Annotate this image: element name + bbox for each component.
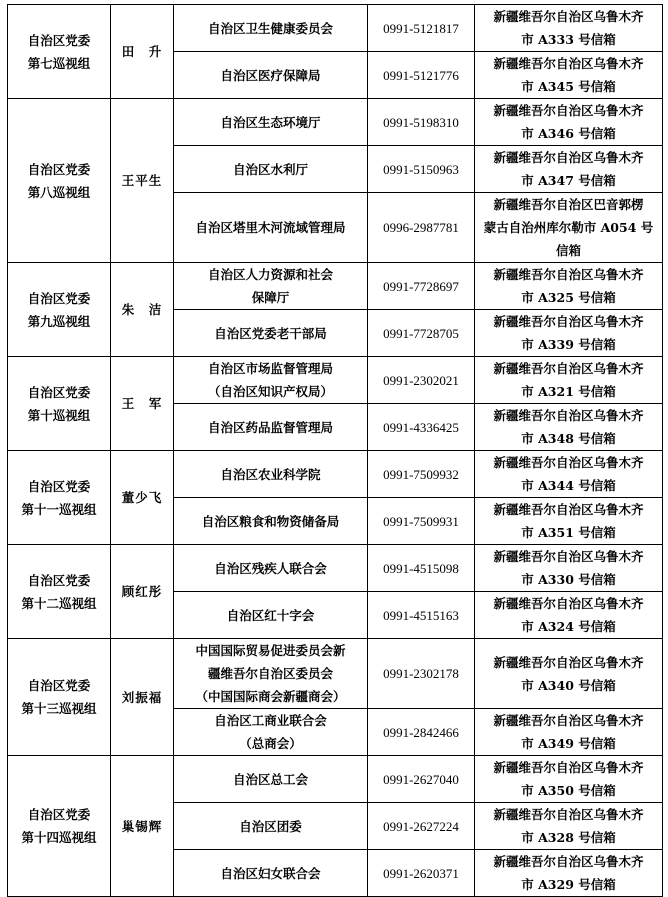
inspection-group-name: 自治区党委 第十四巡视组 bbox=[8, 756, 111, 897]
table-row bbox=[8, 263, 663, 310]
table-row bbox=[8, 639, 663, 709]
table-row bbox=[8, 545, 663, 592]
mailbox-address: 新疆维吾尔自治区乌鲁木齐 市 A339 号信箱 bbox=[475, 310, 663, 357]
group-leader-name: 顾红彤 bbox=[111, 545, 174, 639]
table-row bbox=[8, 756, 663, 803]
inspected-unit: 自治区党委老干部局 bbox=[174, 310, 368, 357]
inspected-unit: 自治区工商业联合会 （总商会） bbox=[174, 709, 368, 756]
group-leader-name: 王平生 bbox=[111, 99, 174, 263]
inspected-unit: 自治区总工会 bbox=[174, 756, 368, 803]
contact-phone: 0991-7728697 bbox=[368, 263, 475, 310]
mailbox-address: 新疆维吾尔自治区乌鲁木齐 市 A324 号信箱 bbox=[475, 592, 663, 639]
inspection-group-name: 自治区党委 第十巡视组 bbox=[8, 357, 111, 451]
group-leader-name: 刘振福 bbox=[111, 639, 174, 756]
table-row bbox=[8, 99, 663, 146]
mailbox-address: 新疆维吾尔自治区乌鲁木齐 市 A344 号信箱 bbox=[475, 451, 663, 498]
group-leader-name: 巢锡辉 bbox=[111, 756, 174, 897]
group-leader-name: 田 升 bbox=[111, 5, 174, 99]
contact-phone: 0991-4515098 bbox=[368, 545, 475, 592]
table-row bbox=[8, 5, 663, 52]
mailbox-address: 新疆维吾尔自治区乌鲁木齐 市 A351 号信箱 bbox=[475, 498, 663, 545]
inspection-group-name: 自治区党委 第八巡视组 bbox=[8, 99, 111, 263]
inspected-unit: 自治区药品监督管理局 bbox=[174, 404, 368, 451]
mailbox-address: 新疆维吾尔自治区乌鲁木齐 市 A328 号信箱 bbox=[475, 803, 663, 850]
table-row bbox=[8, 451, 663, 498]
contact-phone: 0991-2302021 bbox=[368, 357, 475, 404]
contact-phone: 0996-2987781 bbox=[368, 193, 475, 263]
contact-phone: 0991-5150963 bbox=[368, 146, 475, 193]
mailbox-address: 新疆维吾尔自治区乌鲁木齐 市 A333 号信箱 bbox=[475, 5, 663, 52]
inspected-unit: 自治区水利厅 bbox=[174, 146, 368, 193]
mailbox-address: 新疆维吾尔自治区乌鲁木齐 市 A346 号信箱 bbox=[475, 99, 663, 146]
inspected-unit: 自治区团委 bbox=[174, 803, 368, 850]
mailbox-address: 新疆维吾尔自治区乌鲁木齐 市 A321 号信箱 bbox=[475, 357, 663, 404]
contact-phone: 0991-4515163 bbox=[368, 592, 475, 639]
inspected-unit: 自治区生态环境厅 bbox=[174, 99, 368, 146]
contact-phone: 0991-2302178 bbox=[368, 639, 475, 709]
contact-phone: 0991-5121776 bbox=[368, 52, 475, 99]
mailbox-address: 新疆维吾尔自治区乌鲁木齐 市 A325 号信箱 bbox=[475, 263, 663, 310]
inspection-group-name: 自治区党委 第十三巡视组 bbox=[8, 639, 111, 756]
table-body bbox=[8, 5, 663, 897]
inspected-unit: 自治区农业科学院 bbox=[174, 451, 368, 498]
contact-phone: 0991-2627224 bbox=[368, 803, 475, 850]
group-leader-name: 董少飞 bbox=[111, 451, 174, 545]
inspection-group-name: 自治区党委 第七巡视组 bbox=[8, 5, 111, 99]
contact-phone: 0991-7509931 bbox=[368, 498, 475, 545]
inspected-unit: 自治区医疗保障局 bbox=[174, 52, 368, 99]
inspected-unit: 自治区市场监督管理局 （自治区知识产权局） bbox=[174, 357, 368, 404]
table-row bbox=[8, 357, 663, 404]
inspection-group-name: 自治区党委 第九巡视组 bbox=[8, 263, 111, 357]
mailbox-address: 新疆维吾尔自治区乌鲁木齐 市 A350 号信箱 bbox=[475, 756, 663, 803]
contact-phone: 0991-2842466 bbox=[368, 709, 475, 756]
inspected-unit: 自治区红十字会 bbox=[174, 592, 368, 639]
contact-phone: 0991-7509932 bbox=[368, 451, 475, 498]
group-leader-name: 王 军 bbox=[111, 357, 174, 451]
inspection-group-name: 自治区党委 第十二巡视组 bbox=[8, 545, 111, 639]
contact-phone: 0991-5121817 bbox=[368, 5, 475, 52]
group-leader-name: 朱 洁 bbox=[111, 263, 174, 357]
mailbox-address: 新疆维吾尔自治区乌鲁木齐 市 A329 号信箱 bbox=[475, 850, 663, 897]
contact-phone: 0991-2620371 bbox=[368, 850, 475, 897]
contact-phone: 0991-2627040 bbox=[368, 756, 475, 803]
inspected-unit: 中国国际贸易促进委员会新 疆维吾尔自治区委员会 （中国国际商会新疆商会） bbox=[174, 639, 368, 709]
contact-phone: 0991-7728705 bbox=[368, 310, 475, 357]
mailbox-address: 新疆维吾尔自治区乌鲁木齐 市 A340 号信箱 bbox=[475, 639, 663, 709]
inspected-unit: 自治区妇女联合会 bbox=[174, 850, 368, 897]
mailbox-address: 新疆维吾尔自治区巴音郭楞 蒙古自治州库尔勒市 A054 号 信箱 bbox=[475, 193, 663, 263]
mailbox-address: 新疆维吾尔自治区乌鲁木齐 市 A347 号信箱 bbox=[475, 146, 663, 193]
contact-phone: 0991-5198310 bbox=[368, 99, 475, 146]
mailbox-address: 新疆维吾尔自治区乌鲁木齐 市 A345 号信箱 bbox=[475, 52, 663, 99]
inspected-unit: 自治区残疾人联合会 bbox=[174, 545, 368, 592]
inspected-unit: 自治区人力资源和社会 保障厅 bbox=[174, 263, 368, 310]
inspected-unit: 自治区卫生健康委员会 bbox=[174, 5, 368, 52]
contact-phone: 0991-4336425 bbox=[368, 404, 475, 451]
inspection-group-name: 自治区党委 第十一巡视组 bbox=[8, 451, 111, 545]
inspection-contact-table bbox=[7, 4, 663, 897]
inspected-unit: 自治区粮食和物资储备局 bbox=[174, 498, 368, 545]
inspected-unit: 自治区塔里木河流域管理局 bbox=[174, 193, 368, 263]
mailbox-address: 新疆维吾尔自治区乌鲁木齐 市 A330 号信箱 bbox=[475, 545, 663, 592]
mailbox-address: 新疆维吾尔自治区乌鲁木齐 市 A349 号信箱 bbox=[475, 709, 663, 756]
mailbox-address: 新疆维吾尔自治区乌鲁木齐 市 A348 号信箱 bbox=[475, 404, 663, 451]
